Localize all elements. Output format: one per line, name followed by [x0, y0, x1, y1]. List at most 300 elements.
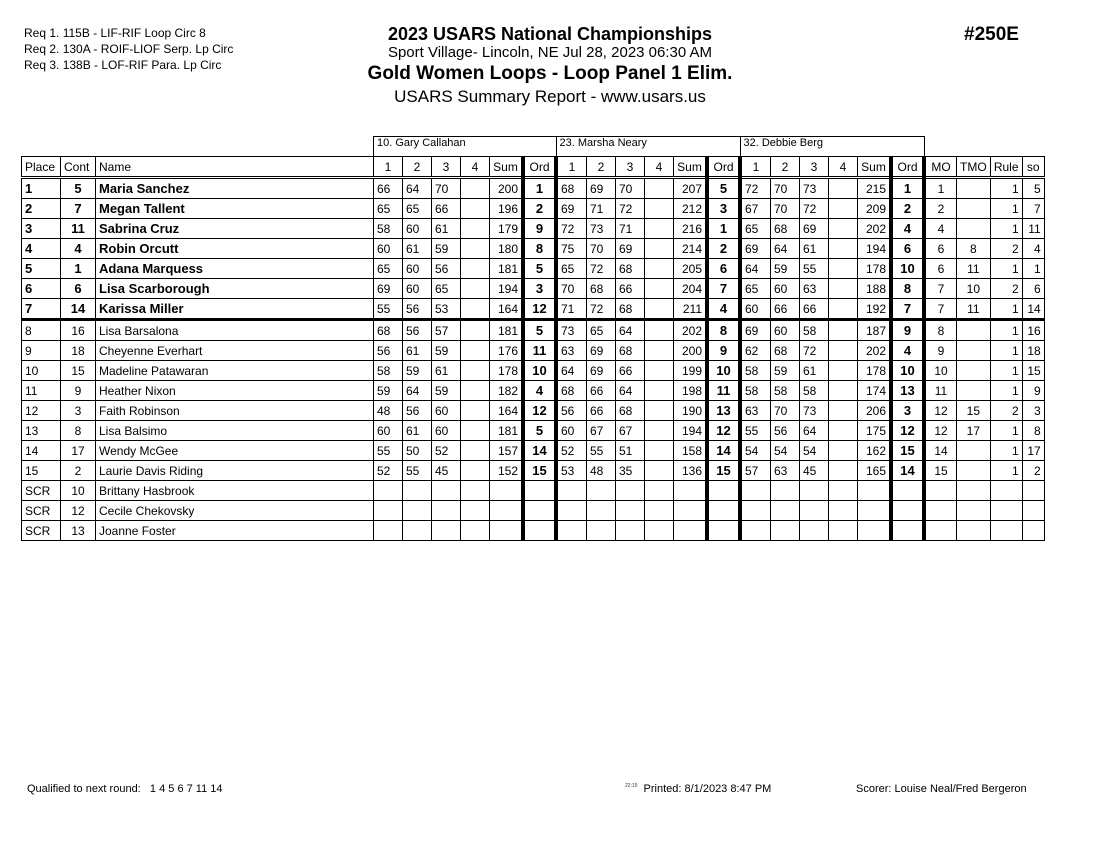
so-cell: 14: [1022, 299, 1044, 320]
sum-cell: 207: [674, 178, 708, 199]
cont-cell: 6: [61, 279, 96, 299]
score-cell: 70: [616, 178, 645, 199]
sum-cell: 181: [490, 320, 524, 341]
score-cell: [829, 199, 858, 219]
sum-cell: [674, 481, 708, 501]
ordinal-cell: 12: [523, 401, 556, 421]
ordinal-cell: 9: [891, 320, 924, 341]
ordinal-cell: 4: [707, 299, 740, 320]
header-judge1-col-1: 1: [374, 157, 403, 178]
score-cell: 68: [374, 320, 403, 341]
place-cell: SCR: [22, 501, 61, 521]
header-judge2-col-ord: Ord: [707, 157, 740, 178]
skater-name: Laurie Davis Riding: [96, 461, 374, 481]
ordinal-cell: 14: [707, 441, 740, 461]
score-cell: [432, 501, 461, 521]
score-cell: 55: [403, 461, 432, 481]
rule-cell: 2: [990, 279, 1022, 299]
ordinal-cell: 3: [707, 199, 740, 219]
table-row: [22, 501, 1045, 521]
score-cell: 64: [800, 421, 829, 441]
score-cell: [403, 521, 432, 541]
score-cell: 61: [403, 239, 432, 259]
score-cell: [771, 521, 800, 541]
cont-cell: 8: [61, 421, 96, 441]
sum-cell: 202: [858, 219, 892, 239]
score-cell: 69: [587, 341, 616, 361]
ordinal-cell: 4: [891, 341, 924, 361]
ordinal-cell: 15: [891, 441, 924, 461]
skater-name: Cheyenne Everhart: [96, 341, 374, 361]
score-cell: [374, 521, 403, 541]
requirement-1: Req 1. 115B - LIF-RIF Loop Circ 8: [24, 26, 206, 40]
score-cell: 66: [800, 299, 829, 320]
score-cell: 60: [432, 401, 461, 421]
skater-name: Wendy McGee: [96, 441, 374, 461]
mo-cell: [924, 501, 957, 521]
place-cell: 14: [22, 441, 61, 461]
header-judge3-col-1: 1: [740, 157, 771, 178]
score-cell: 71: [556, 299, 587, 320]
score-cell: 59: [771, 361, 800, 381]
score-cell: 60: [403, 259, 432, 279]
place-cell: 3: [22, 219, 61, 239]
score-cell: 62: [740, 341, 771, 361]
ordinal-cell: 9: [523, 219, 556, 239]
rule-cell: 1: [990, 178, 1022, 199]
location-date: Sport Village- Lincoln, NE Jul 28, 2023 06:30 AM: [387, 44, 713, 61]
score-cell: 51: [616, 441, 645, 461]
score-cell: 56: [403, 320, 432, 341]
ordinal-cell: [707, 481, 740, 501]
tmo-cell: 15: [957, 401, 991, 421]
cont-cell: 3: [61, 401, 96, 421]
sum-cell: [490, 501, 524, 521]
ordinal-cell: [523, 481, 556, 501]
score-cell: 52: [432, 441, 461, 461]
score-cell: 60: [556, 421, 587, 441]
tmo-cell: [957, 219, 991, 239]
header-judge2-col-sum: Sum: [674, 157, 708, 178]
score-cell: 64: [771, 239, 800, 259]
score-cell: 60: [771, 320, 800, 341]
header-mo: MO: [924, 157, 957, 178]
score-cell: 67: [740, 199, 771, 219]
ordinal-cell: 3: [523, 279, 556, 299]
ordinal-cell: 11: [523, 341, 556, 361]
sum-cell: 178: [858, 259, 892, 279]
qualified-list: 1 4 5 6 7 11 14: [149, 783, 223, 795]
score-cell: [829, 299, 858, 320]
rule-cell: 1: [990, 441, 1022, 461]
table-row: [22, 299, 1045, 320]
tmo-cell: 10: [957, 279, 991, 299]
score-cell: [740, 481, 771, 501]
header-judge3-col-3: 3: [800, 157, 829, 178]
score-cell: [461, 441, 490, 461]
score-cell: 61: [432, 219, 461, 239]
cont-cell: 17: [61, 441, 96, 461]
so-cell: 18: [1022, 341, 1044, 361]
column-header-row: [22, 157, 1045, 178]
score-cell: [645, 320, 674, 341]
sum-cell: 164: [490, 401, 524, 421]
event-title: Gold Women Loops - Loop Panel 1 Elim.: [367, 63, 733, 84]
so-cell: 9: [1022, 381, 1044, 401]
place-cell: 11: [22, 381, 61, 401]
score-cell: 58: [800, 381, 829, 401]
mo-cell: 2: [924, 199, 957, 219]
ordinal-cell: [707, 521, 740, 541]
score-cell: 59: [374, 381, 403, 401]
score-cell: [461, 320, 490, 341]
score-cell: [461, 279, 490, 299]
ordinal-cell: 5: [523, 320, 556, 341]
sum-cell: 196: [490, 199, 524, 219]
score-cell: 56: [403, 401, 432, 421]
score-cell: [740, 521, 771, 541]
printed-footer: [625, 783, 771, 795]
score-cell: 68: [616, 299, 645, 320]
score-cell: [461, 178, 490, 199]
sum-cell: 165: [858, 461, 892, 481]
header-judge2-col-3: 3: [616, 157, 645, 178]
score-cell: 64: [403, 178, 432, 199]
score-cell: 66: [587, 381, 616, 401]
skater-name: Sabrina Cruz: [96, 219, 374, 239]
table-row: [22, 521, 1045, 541]
tiny-code: 22:15: [625, 783, 638, 789]
score-cell: [461, 341, 490, 361]
score-cell: 70: [556, 279, 587, 299]
mo-cell: 7: [924, 299, 957, 320]
score-cell: 56: [374, 341, 403, 361]
table-row: [22, 401, 1045, 421]
sum-cell: [858, 501, 892, 521]
header-judge3-col-4: 4: [829, 157, 858, 178]
place-cell: SCR: [22, 521, 61, 541]
score-cell: 45: [432, 461, 461, 481]
table-row: [22, 259, 1045, 279]
mo-cell: 14: [924, 441, 957, 461]
score-cell: [461, 259, 490, 279]
header-judge1-col-sum: Sum: [490, 157, 524, 178]
rule-cell: 1: [990, 259, 1022, 279]
spacer: [22, 137, 374, 157]
header-judge1-col-3: 3: [432, 157, 461, 178]
cont-cell: 14: [61, 299, 96, 320]
ordinal-cell: 12: [707, 421, 740, 441]
sum-cell: 199: [674, 361, 708, 381]
table-row: [22, 361, 1045, 381]
score-cell: [587, 521, 616, 541]
rule-cell: 1: [990, 299, 1022, 320]
table-row: [22, 421, 1045, 441]
score-cell: 55: [800, 259, 829, 279]
score-cell: [616, 521, 645, 541]
score-cell: 72: [587, 299, 616, 320]
score-cell: [556, 501, 587, 521]
header-place: Place: [22, 157, 61, 178]
mo-cell: [924, 521, 957, 541]
score-cell: [461, 381, 490, 401]
tmo-cell: 11: [957, 259, 991, 279]
score-cell: [645, 199, 674, 219]
score-cell: 65: [403, 199, 432, 219]
header-judge3-col-2: 2: [771, 157, 800, 178]
ordinal-cell: [891, 501, 924, 521]
tmo-cell: [957, 199, 991, 219]
score-cell: 65: [556, 259, 587, 279]
score-cell: 66: [616, 279, 645, 299]
score-cell: [800, 521, 829, 541]
score-cell: [645, 421, 674, 441]
tmo-cell: [957, 341, 991, 361]
ordinal-cell: 1: [891, 178, 924, 199]
score-cell: [829, 341, 858, 361]
score-cell: [461, 401, 490, 421]
score-cell: [829, 219, 858, 239]
score-cell: 70: [432, 178, 461, 199]
sum-cell: 162: [858, 441, 892, 461]
score-cell: 60: [374, 239, 403, 259]
score-cell: 69: [556, 199, 587, 219]
sum-cell: 192: [858, 299, 892, 320]
score-cell: 67: [587, 421, 616, 441]
sum-cell: 194: [858, 239, 892, 259]
sum-cell: 158: [674, 441, 708, 461]
place-cell: 6: [22, 279, 61, 299]
sum-cell: 176: [490, 341, 524, 361]
score-cell: [829, 521, 858, 541]
score-cell: 64: [616, 320, 645, 341]
score-cell: 69: [740, 239, 771, 259]
judge-2-name: 23. Marsha Neary: [556, 137, 740, 157]
score-cell: [461, 239, 490, 259]
so-cell: 11: [1022, 219, 1044, 239]
score-cell: 70: [771, 401, 800, 421]
score-cell: 54: [771, 441, 800, 461]
score-cell: 68: [616, 259, 645, 279]
mo-cell: 11: [924, 381, 957, 401]
place-cell: 8: [22, 320, 61, 341]
so-cell: 8: [1022, 421, 1044, 441]
so-cell: 3: [1022, 401, 1044, 421]
cont-cell: 10: [61, 481, 96, 501]
score-cell: [587, 481, 616, 501]
cont-cell: 7: [61, 199, 96, 219]
rule-cell: 1: [990, 461, 1022, 481]
score-cell: 52: [556, 441, 587, 461]
score-cell: 72: [800, 199, 829, 219]
skater-name: Robin Orcutt: [96, 239, 374, 259]
score-cell: 60: [432, 421, 461, 441]
cont-cell: 15: [61, 361, 96, 381]
so-cell: 4: [1022, 239, 1044, 259]
ordinal-cell: 8: [707, 320, 740, 341]
ordinal-cell: 10: [891, 259, 924, 279]
mo-cell: 6: [924, 239, 957, 259]
score-cell: [829, 320, 858, 341]
ordinal-cell: 6: [707, 259, 740, 279]
so-cell: 6: [1022, 279, 1044, 299]
table-row: [22, 381, 1045, 401]
so-cell: [1022, 481, 1044, 501]
score-cell: 68: [771, 219, 800, 239]
results-table: [21, 136, 1045, 541]
score-cell: 69: [587, 178, 616, 199]
so-cell: 16: [1022, 320, 1044, 341]
score-cell: 59: [432, 381, 461, 401]
score-cell: 60: [771, 279, 800, 299]
place-cell: SCR: [22, 481, 61, 501]
sum-cell: 174: [858, 381, 892, 401]
score-cell: 55: [374, 299, 403, 320]
sum-cell: [858, 481, 892, 501]
sum-cell: 202: [858, 341, 892, 361]
place-cell: 1: [22, 178, 61, 199]
ordinal-cell: 4: [523, 381, 556, 401]
score-cell: 59: [403, 361, 432, 381]
so-cell: 17: [1022, 441, 1044, 461]
score-cell: [740, 501, 771, 521]
so-cell: 2: [1022, 461, 1044, 481]
ordinal-cell: 2: [891, 199, 924, 219]
score-cell: [645, 239, 674, 259]
score-cell: [829, 421, 858, 441]
score-cell: [829, 279, 858, 299]
rule-cell: 1: [990, 421, 1022, 441]
score-cell: [829, 461, 858, 481]
score-cell: 60: [740, 299, 771, 320]
score-cell: 64: [616, 381, 645, 401]
rule-cell: [990, 521, 1022, 541]
score-cell: 65: [587, 320, 616, 341]
cont-cell: 11: [61, 219, 96, 239]
mo-cell: 12: [924, 401, 957, 421]
score-cell: 65: [740, 219, 771, 239]
ordinal-cell: 13: [707, 401, 740, 421]
skater-name: Lisa Scarborough: [96, 279, 374, 299]
score-cell: 66: [771, 299, 800, 320]
score-cell: 66: [374, 178, 403, 199]
rule-cell: 2: [990, 239, 1022, 259]
score-cell: 63: [800, 279, 829, 299]
place-cell: 12: [22, 401, 61, 421]
sum-cell: 190: [674, 401, 708, 421]
score-cell: 61: [403, 341, 432, 361]
tmo-cell: [957, 441, 991, 461]
score-cell: [461, 501, 490, 521]
score-cell: [374, 501, 403, 521]
sum-cell: [490, 521, 524, 541]
ordinal-cell: [523, 501, 556, 521]
score-cell: 60: [374, 421, 403, 441]
score-cell: 55: [740, 421, 771, 441]
ordinal-cell: 15: [707, 461, 740, 481]
judge-1-name: 10. Gary Callahan: [374, 137, 557, 157]
rule-cell: 2: [990, 401, 1022, 421]
place-cell: 4: [22, 239, 61, 259]
score-cell: 52: [374, 461, 403, 481]
ordinal-cell: 15: [523, 461, 556, 481]
score-cell: 63: [556, 341, 587, 361]
skater-name: Karissa Miller: [96, 299, 374, 320]
mo-cell: 10: [924, 361, 957, 381]
score-cell: 64: [556, 361, 587, 381]
ordinal-cell: 10: [523, 361, 556, 381]
score-cell: 53: [432, 299, 461, 320]
score-cell: 58: [740, 361, 771, 381]
score-cell: 50: [403, 441, 432, 461]
score-cell: 61: [432, 361, 461, 381]
cont-cell: 5: [61, 178, 96, 199]
tmo-cell: 8: [957, 239, 991, 259]
score-cell: [645, 381, 674, 401]
skater-name: Megan Tallent: [96, 199, 374, 219]
score-cell: [461, 361, 490, 381]
event-number: #250E: [964, 24, 1019, 45]
so-cell: [1022, 501, 1044, 521]
score-cell: 66: [616, 361, 645, 381]
table-row: [22, 219, 1045, 239]
judges-row: [22, 137, 1045, 157]
score-cell: [556, 481, 587, 501]
score-cell: [645, 401, 674, 421]
score-cell: 58: [374, 361, 403, 381]
sum-cell: [674, 501, 708, 521]
score-cell: 56: [403, 299, 432, 320]
cont-cell: 1: [61, 259, 96, 279]
score-cell: 53: [556, 461, 587, 481]
sum-cell: 164: [490, 299, 524, 320]
score-cell: [645, 361, 674, 381]
cont-cell: 2: [61, 461, 96, 481]
sum-cell: 188: [858, 279, 892, 299]
place-cell: 15: [22, 461, 61, 481]
header-judge2-col-4: 4: [645, 157, 674, 178]
score-cell: 60: [403, 219, 432, 239]
ordinal-cell: 7: [707, 279, 740, 299]
mo-cell: 15: [924, 461, 957, 481]
rule-cell: [990, 501, 1022, 521]
score-cell: 61: [800, 239, 829, 259]
header-judge1-col-4: 4: [461, 157, 490, 178]
so-cell: 1: [1022, 259, 1044, 279]
sum-cell: 178: [858, 361, 892, 381]
mo-cell: 1: [924, 178, 957, 199]
rule-cell: 1: [990, 320, 1022, 341]
ordinal-cell: 14: [891, 461, 924, 481]
so-cell: 7: [1022, 199, 1044, 219]
tmo-cell: [957, 178, 991, 199]
sum-cell: [858, 521, 892, 541]
ordinal-cell: 6: [891, 239, 924, 259]
score-cell: 73: [587, 219, 616, 239]
score-cell: [645, 178, 674, 199]
table-row: [22, 320, 1045, 341]
sum-cell: 182: [490, 381, 524, 401]
score-cell: 45: [800, 461, 829, 481]
ordinal-cell: 14: [523, 441, 556, 461]
ordinal-cell: 2: [707, 239, 740, 259]
header-so: so: [1022, 157, 1044, 178]
place-cell: 5: [22, 259, 61, 279]
ordinal-cell: 3: [891, 401, 924, 421]
sum-cell: 194: [490, 279, 524, 299]
score-cell: 48: [587, 461, 616, 481]
score-cell: [461, 199, 490, 219]
